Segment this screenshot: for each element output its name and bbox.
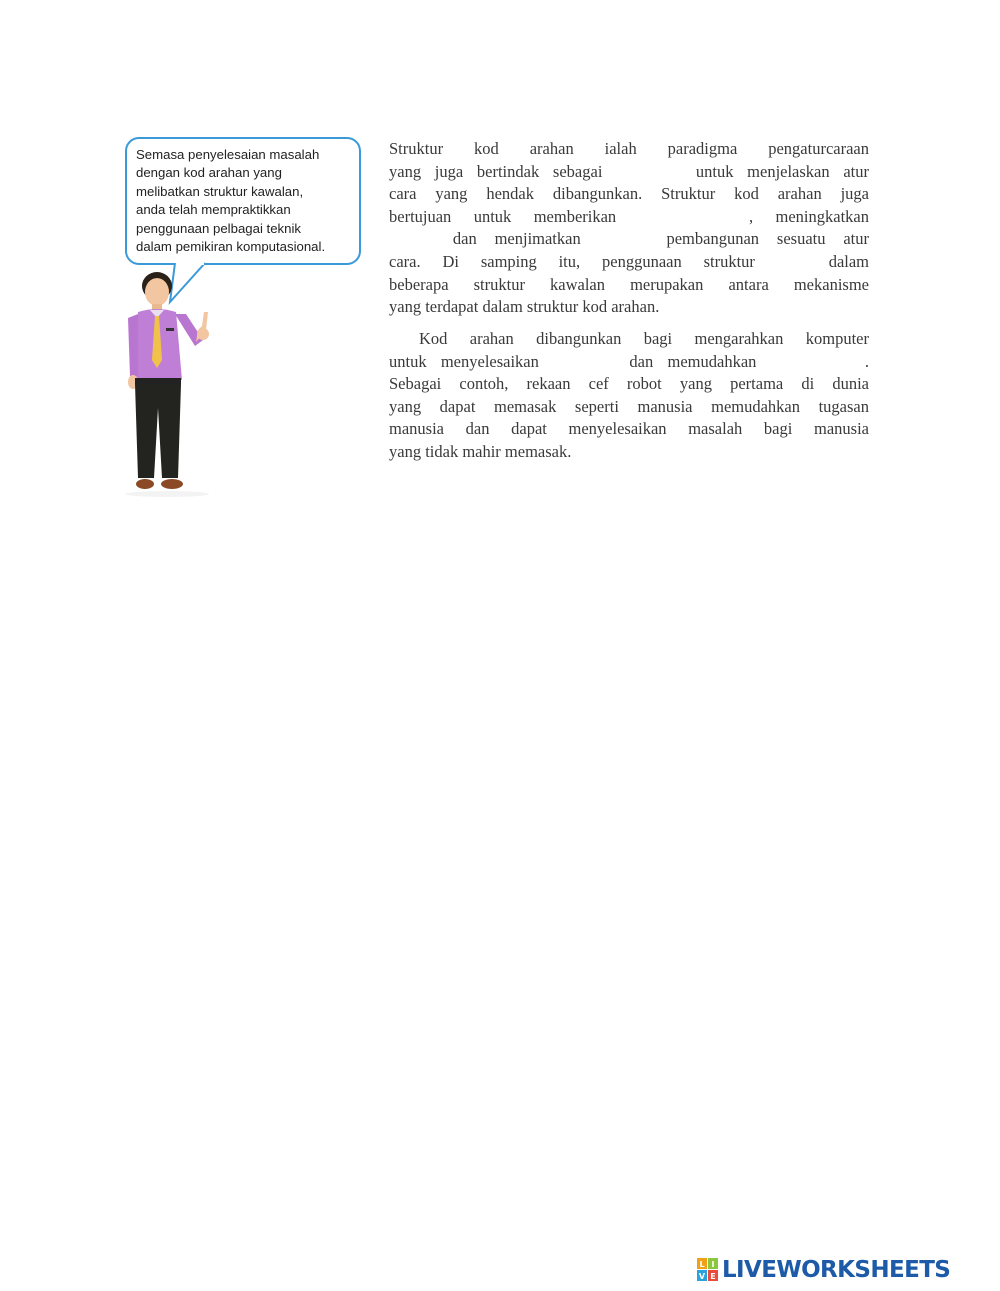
answer-blank[interactable] xyxy=(771,355,851,371)
answer-blank[interactable] xyxy=(616,165,682,181)
text-line: yang tidak mahir memasak. xyxy=(389,441,572,461)
text-line: Sebagai contoh, rekaan cef robot yang pertama di dunia xyxy=(389,374,869,394)
speech-line: anda telah mempraktikkan xyxy=(136,202,291,218)
text-fragment: pembangunan sesuatu atur xyxy=(666,229,869,249)
answer-blank[interactable] xyxy=(389,233,435,249)
liveworksheets-logo[interactable] xyxy=(697,1256,993,1284)
logo-text: LIVEWORKSHEETS xyxy=(722,1257,951,1283)
text-line: yang terdapat dalam struktur kod arahan. xyxy=(389,297,660,317)
text-line: beberapa struktur kawalan merupakan antara mekanisme xyxy=(389,274,869,294)
text-line: yang dapat memasak seperti manusia memudahkan tugasan xyxy=(389,396,869,416)
text-fragment: . xyxy=(864,351,870,371)
text-line-with-blank xyxy=(389,351,869,374)
text-line: Kod arahan dibangunkan bagi mengarahkan komputer xyxy=(419,329,869,348)
speech-line: dalam pemikiran komputasional. xyxy=(136,239,326,255)
liveworksheets-logo-icon xyxy=(697,1258,719,1282)
paragraph-1 xyxy=(389,138,869,319)
svg-text:V: V xyxy=(698,1272,706,1281)
text-line-with-blank xyxy=(389,228,869,251)
answer-blank[interactable] xyxy=(639,210,727,226)
text-line-with-blank xyxy=(389,251,869,274)
speech-line: dengan kod arahan yang xyxy=(136,165,282,181)
speech-line: Semasa penyelesaian masalah xyxy=(136,147,320,162)
paragraph-2 xyxy=(389,328,869,464)
svg-text:L: L xyxy=(699,1260,705,1269)
answer-blank[interactable] xyxy=(599,233,649,249)
speech-line: melibatkan struktur kawalan, xyxy=(136,183,304,199)
text-line-with-blank xyxy=(389,161,869,184)
speech-line: penggunaan pelbagai teknik xyxy=(136,220,301,236)
svg-text:I: I xyxy=(711,1260,715,1269)
text-line: cara yang hendak dibangunkan. Struktur kod arahan juga xyxy=(389,184,869,204)
svg-text:E: E xyxy=(710,1272,716,1281)
answer-blank[interactable] xyxy=(553,355,615,371)
text-fragment: untuk menyelesaikan xyxy=(389,351,539,371)
text-fragment: untuk menjelaskan atur xyxy=(695,161,869,181)
text-line-with-blank xyxy=(389,206,869,229)
teacher-illustration xyxy=(120,268,215,498)
text-fragment: dan menjimatkan xyxy=(452,229,581,249)
text-fragment: cara. Di samping itu, penggunaan struktur xyxy=(389,251,755,271)
text-fragment: dalam xyxy=(828,251,870,271)
text-fragment: yang juga bertindak sebagai xyxy=(389,161,603,181)
speech-bubble xyxy=(125,137,361,265)
text-fragment: bertujuan untuk memberikan xyxy=(389,206,617,226)
answer-blank[interactable] xyxy=(777,255,807,271)
text-line: Struktur kod arahan ialah paradigma pengaturcaraan xyxy=(389,139,869,158)
text-fragment: , meningkatkan xyxy=(748,206,869,226)
text-line: manusia dan dapat menyelesaikan masalah bagi manusia xyxy=(389,419,869,439)
text-fragment: dan memudahkan xyxy=(629,351,757,371)
